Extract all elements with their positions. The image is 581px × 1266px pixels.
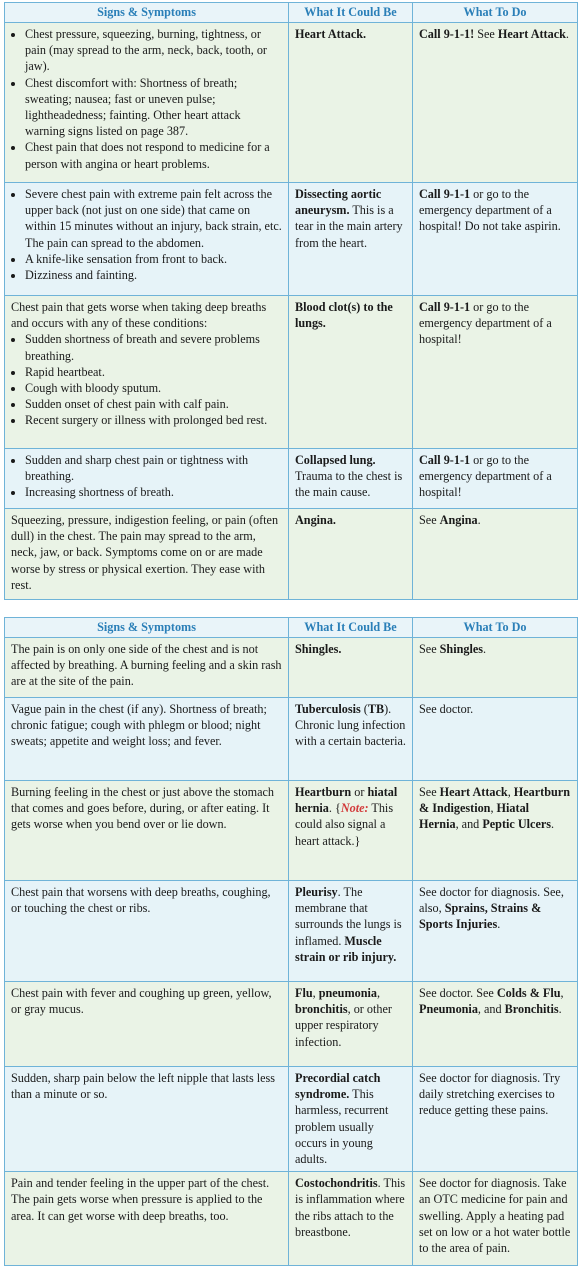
- bold-text: Heart Attack: [497, 27, 566, 41]
- text: See doctor. See: [419, 986, 497, 1000]
- cause-name: Dissecting aortic aneurysm.: [295, 187, 382, 218]
- text: or go to the emergency department of a hospital! Do not take aspirin.: [419, 187, 561, 234]
- todo-cell: [413, 982, 578, 1067]
- bold-text: Pleurisy: [295, 885, 338, 899]
- todo-cell: [413, 183, 578, 296]
- symptoms-text: Sudden, sharp pain below the left nipple that lasts less than a minute or so.: [11, 1071, 276, 1102]
- text: See doctor for diagnosis. Try daily stretching exercises to reduce getting these pains.: [419, 1071, 561, 1118]
- text: See doctor for diagnosis. Take an OTC medicine for pain and swelling. Apply a heating pad set on low or a hot water bottle to the area of pain.: [419, 1176, 571, 1256]
- symptoms-cell: [5, 23, 289, 183]
- cause-cell: [289, 23, 413, 183]
- symptoms-text: Pain and tender feeling in the upper part of the chest. The pain gets worse when pressure is applied to the area. It can get worse with deep breaths, too.: [11, 1176, 270, 1223]
- table-row: [5, 1067, 578, 1172]
- symptoms-cell: [5, 982, 289, 1067]
- text: See: [419, 785, 440, 799]
- symptom-list: [11, 452, 282, 501]
- symptoms-cell: [5, 1172, 289, 1266]
- symptoms-cell: [5, 881, 289, 982]
- header-cause: What It Could Be: [289, 618, 413, 638]
- header-todo: What To Do: [413, 618, 578, 638]
- symptom-item: • Recent surgery or illness with prolonged bed rest.: [25, 412, 282, 428]
- bold-text: Peptic Ulcers: [482, 817, 552, 832]
- table-row: [5, 1172, 578, 1266]
- symptom-item: • Chest pain that does not respond to medicine for a person with angina or heart problems.: [25, 139, 282, 171]
- symptom-list: [11, 186, 282, 283]
- bold-text: Shingles.: [295, 642, 342, 656]
- bold-text: Heartburn & Indigestion: [419, 785, 570, 816]
- cause-cell: [289, 509, 413, 600]
- todo-cell: [413, 23, 578, 183]
- symptoms-intro: Chest pain that gets worse when taking deep breaths and occurs with any of these conditions:: [11, 300, 267, 331]
- text: . {: [328, 801, 341, 816]
- cause-cell: [289, 1067, 413, 1172]
- table-row: [5, 296, 578, 449]
- text: , or other upper respiratory infection.: [295, 1002, 392, 1049]
- cause-name: Heart Attack.: [295, 27, 367, 41]
- text: or go to the emergency department of a hospital!: [419, 300, 552, 347]
- cause-cell: [289, 638, 413, 698]
- bold-text: Colds & Flu: [496, 986, 561, 1000]
- symptom-item: • Sudden shortness of breath and severe problems breathing.: [25, 331, 282, 363]
- cause-cell: [289, 698, 413, 781]
- cause-name: Angina.: [295, 513, 336, 527]
- symptom-item: • Dizziness and fainting.: [25, 267, 282, 283]
- bold-text: Call 9-1-1: [419, 453, 471, 467]
- bold-text: Pneumonia: [419, 1002, 478, 1017]
- cause-cell: [289, 881, 413, 982]
- text: .: [497, 917, 501, 932]
- todo-cell: [413, 881, 578, 982]
- symptoms-text: Squeezing, pressure, indigestion feeling, or pain (often dull) in the chest. The pain may spread to the arm, neck, jaw, or back. Symptoms come on or are made worse by stress or physical exertion. They ease with rest.: [11, 513, 279, 592]
- bold-text: Call 9-1-1: [419, 300, 471, 314]
- text: , and: [477, 1002, 505, 1017]
- text: ,: [507, 785, 514, 799]
- text: .: [565, 27, 569, 41]
- text: . This is inflammation where the ribs attach to the breastbone.: [295, 1176, 406, 1239]
- symptom-item: • Cough with bloody sputum.: [25, 380, 282, 396]
- symptoms-table-2: [4, 617, 578, 1266]
- table-header: [5, 3, 578, 23]
- text: See doctor.: [419, 702, 474, 716]
- symptom-item: • Severe chest pain with extreme pain felt across the upper back (not just on one side) that came on within 15 minutes without an injury, back strain, etc. The pain can spread to the abdomen.: [25, 186, 282, 251]
- note-label: Note:: [340, 801, 369, 816]
- symptoms-cell: [5, 638, 289, 698]
- text: This could also signal a heart attack.}: [295, 801, 394, 848]
- symptoms-text: The pain is on only one side of the chest and is not affected by breathing. A burning feeling and a skin rash are at the site of the pain.: [11, 642, 282, 689]
- todo-cell: [413, 638, 578, 698]
- symptom-list: [11, 26, 282, 172]
- todo-cell: [413, 698, 578, 781]
- todo-cell: [413, 509, 578, 600]
- text: . The membrane that surrounds the lungs is inflamed.: [295, 885, 402, 948]
- table-row: [5, 698, 578, 781]
- header-todo: What To Do: [413, 3, 578, 23]
- bold-text: hiatal hernia: [295, 785, 398, 816]
- cause-description: Trauma to the chest is the main cause.: [295, 469, 403, 500]
- cause-cell: [289, 781, 413, 881]
- bold-text: Shingles: [439, 642, 484, 656]
- text: .: [483, 642, 487, 656]
- todo-cell: [413, 449, 578, 509]
- bold-text: Sprains, Strains & Sports Injuries: [419, 901, 542, 932]
- bold-text: TB: [367, 702, 385, 716]
- text: .: [558, 1002, 562, 1017]
- bold-text: pneumonia: [318, 986, 377, 1000]
- todo-cell: [413, 1172, 578, 1266]
- cause-cell: [289, 183, 413, 296]
- cause-cell: [289, 449, 413, 509]
- cause-name: Collapsed lung.: [295, 453, 376, 467]
- table-row: [5, 881, 578, 982]
- text: (: [360, 702, 368, 716]
- symptoms-cell: [5, 698, 289, 781]
- bold-text: bronchitis: [295, 1002, 348, 1017]
- table-row: [5, 509, 578, 600]
- bold-text: Hiatal Hernia: [419, 801, 530, 832]
- text: .: [551, 817, 555, 832]
- table-row: [5, 449, 578, 509]
- text: See doctor for diagnosis. See, also,: [419, 885, 564, 916]
- symptoms-cell: [5, 449, 289, 509]
- bold-text: Call 9-1-1: [419, 187, 471, 201]
- todo-cell: [413, 296, 578, 449]
- table-header: [5, 618, 578, 638]
- text: ,: [490, 801, 497, 816]
- cause-cell: [289, 1172, 413, 1266]
- bold-text: Tuberculosis: [295, 702, 361, 716]
- symptoms-text: Burning feeling in the chest or just above the stomach that comes and goes before, during, or after eating. It gets worse when you bend over or lie down.: [11, 785, 274, 832]
- table-row: [5, 638, 578, 698]
- symptom-item: • Chest discomfort with: Shortness of breath; sweating; nausea; fast or uneven pulse; lightheadedness; fainting. Other heart attack warning signs listed on page 387.: [25, 75, 282, 140]
- cause-name: Blood clot(s) to the lungs.: [295, 300, 393, 331]
- symptom-item: • Sudden onset of chest pain with calf pain.: [25, 396, 282, 412]
- bold-text: Bronchitis: [504, 1002, 559, 1017]
- table-row: [5, 781, 578, 881]
- bold-text: Costochondritis: [295, 1176, 378, 1191]
- header-signs: Signs & Symptoms: [5, 618, 289, 638]
- text: ). Chronic lung infection with a certain bacteria.: [295, 702, 406, 749]
- symptom-item: • A knife-like sensation from front to back.: [25, 251, 282, 267]
- cause-cell: [289, 982, 413, 1067]
- bold-text: Angina: [439, 513, 478, 527]
- symptom-list: [11, 331, 282, 428]
- bold-text: Precordial catch syndrome.: [295, 1071, 381, 1102]
- symptoms-cell: [5, 781, 289, 881]
- bold-text: Call 9-1-1!: [419, 27, 475, 41]
- text: , and: [455, 817, 483, 832]
- text: See: [474, 27, 498, 41]
- symptom-item: • Rapid heartbeat.: [25, 364, 282, 380]
- todo-cell: [413, 781, 578, 881]
- todo-cell: [413, 1067, 578, 1172]
- symptoms-cell: [5, 509, 289, 600]
- text: .: [477, 513, 481, 527]
- bold-text: Flu: [295, 986, 313, 1000]
- symptom-item: • Chest pressure, squeezing, burning, tightness, or pain (may spread to the arm, neck, back, tooth, or jaw).: [25, 26, 282, 75]
- cause-description: This is a tear in the main artery from the heart.: [295, 203, 403, 250]
- text: This harmless, recurrent problem usually occurs in young adults.: [295, 1087, 389, 1167]
- cause-cell: [289, 296, 413, 449]
- symptoms-text: Chest pain with fever and coughing up green, yellow, or gray mucus.: [11, 986, 272, 1017]
- text: or go to the emergency department of a hospital!: [419, 453, 552, 500]
- symptoms-text: Vague pain in the chest (if any). Shortness of breath; chronic fatigue; cough with phlegm or blood; night sweats; appetite and weight loss; and fever.: [11, 702, 267, 749]
- table-row: [5, 982, 578, 1067]
- symptoms-table-1: [4, 2, 578, 600]
- bold-text: Heart Attack: [439, 785, 508, 799]
- bold-text: Muscle strain or rib injury.: [295, 933, 397, 964]
- text: ,: [312, 986, 319, 1000]
- text: See: [419, 642, 440, 656]
- header-cause: What It Could Be: [289, 3, 413, 23]
- text: ,: [560, 986, 564, 1000]
- symptom-item: • Sudden and sharp chest pain or tightness with breathing.: [25, 452, 282, 484]
- symptoms-cell: [5, 183, 289, 296]
- text: or: [351, 785, 368, 799]
- text: See: [419, 513, 440, 527]
- symptoms-cell: [5, 296, 289, 449]
- symptom-item: • Increasing shortness of breath.: [25, 484, 282, 500]
- text: ,: [376, 986, 380, 1000]
- table-row: [5, 23, 578, 183]
- table-row: [5, 183, 578, 296]
- header-signs: Signs & Symptoms: [5, 3, 289, 23]
- symptoms-cell: [5, 1067, 289, 1172]
- bold-text: Heartburn: [295, 785, 352, 799]
- symptoms-text: Chest pain that worsens with deep breaths, coughing, or touching the chest or ribs.: [11, 885, 271, 916]
